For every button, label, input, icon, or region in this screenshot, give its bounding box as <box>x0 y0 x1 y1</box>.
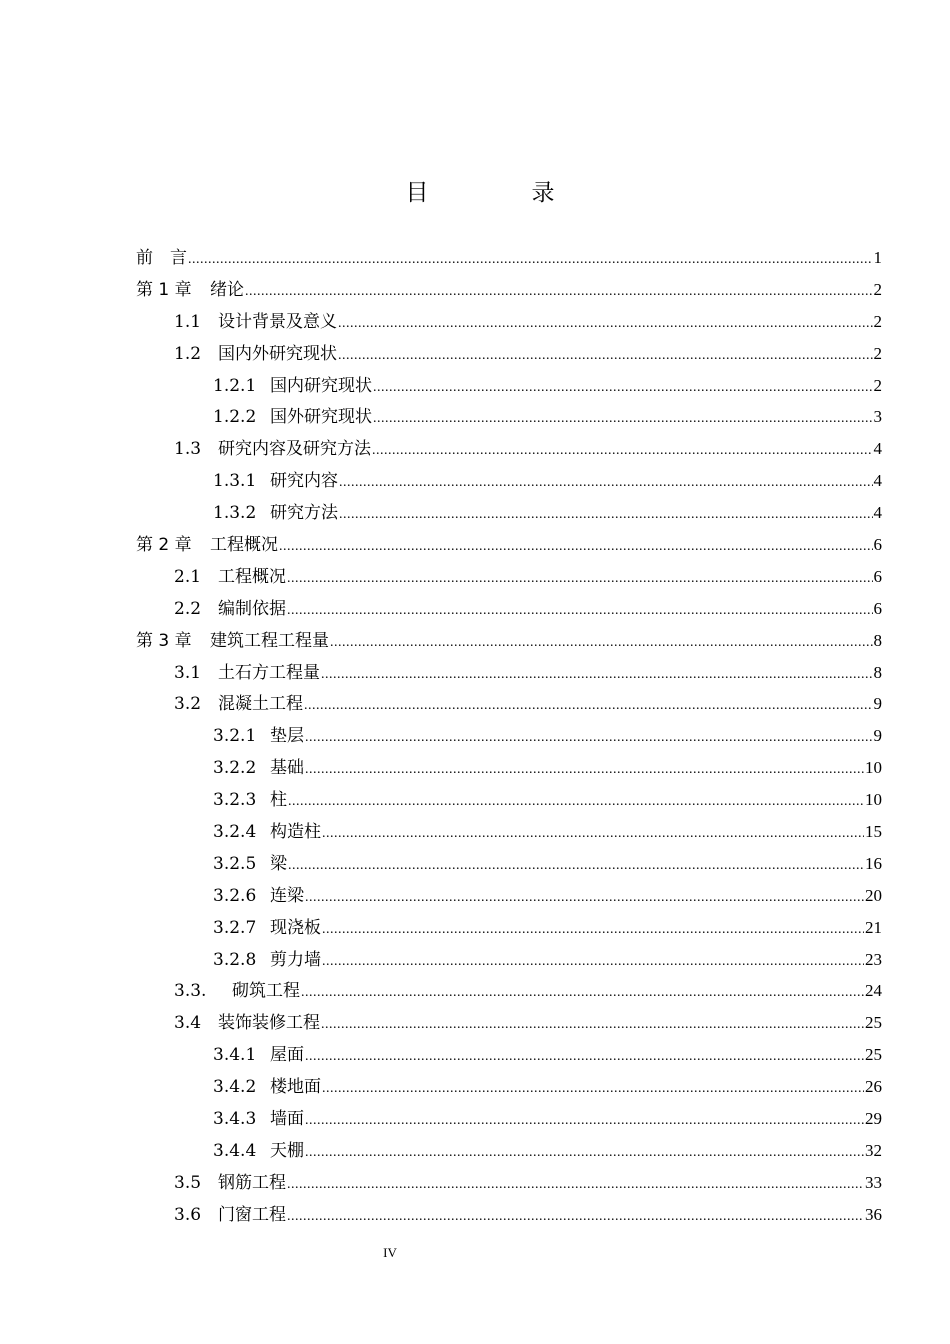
toc-entry-label: 编制依据 <box>218 598 286 619</box>
toc-entry-number: 3.2.2 <box>213 758 257 779</box>
toc-entry-number: 第 1 章 <box>136 279 192 300</box>
toc-entry-label: 楼地面 <box>270 1077 321 1098</box>
toc-entry-number: 3.2.1 <box>213 726 257 747</box>
toc-entry-label: 土石方工程量 <box>218 662 320 683</box>
toc-entry-page: 8 <box>873 630 882 650</box>
toc-dot-leader <box>287 1201 864 1233</box>
toc-entry-label: 天棚 <box>270 1140 304 1161</box>
toc-dot-leader <box>279 531 873 563</box>
toc-entry[interactable] <box>136 274 882 306</box>
page-title: 目 录 <box>405 180 595 206</box>
toc-entry[interactable] <box>136 242 882 274</box>
toc-entry[interactable] <box>136 1007 882 1039</box>
toc-entry[interactable] <box>136 688 882 720</box>
toc-entry-number: 1.1 <box>174 311 202 332</box>
toc-entry-label: 钢筋工程 <box>218 1172 286 1193</box>
toc-entry-page: 21 <box>865 917 882 937</box>
toc-dot-leader <box>321 659 873 691</box>
toc-entry-page: 1 <box>873 248 882 267</box>
toc-entry[interactable] <box>136 784 882 816</box>
toc-entry-number: 1.3 <box>174 439 202 460</box>
toc-entry[interactable] <box>136 306 882 338</box>
toc-entry-number: 3.5 <box>174 1172 202 1193</box>
toc-entry-page: 29 <box>865 1109 882 1129</box>
toc-entry-number: 3.2.3 <box>213 790 257 811</box>
toc-entry[interactable] <box>136 401 882 433</box>
toc-entry-page: 15 <box>865 822 882 842</box>
toc-entry[interactable] <box>136 1103 882 1135</box>
toc-entry-number: 3.2.5 <box>213 853 257 874</box>
toc-dot-leader <box>330 627 873 659</box>
toc-entry-number: 1.2.2 <box>213 407 257 428</box>
toc-entry[interactable] <box>136 816 882 848</box>
toc-entry-number: 3.2.7 <box>213 917 257 938</box>
toc-dot-leader <box>304 690 873 722</box>
toc-dot-leader <box>305 1137 864 1169</box>
toc-entry-label: 研究内容及研究方法 <box>218 439 371 460</box>
table-of-contents <box>136 242 882 1231</box>
toc-entry-label: 国外研究现状 <box>270 407 372 428</box>
toc-dot-leader <box>322 818 864 850</box>
toc-entry-page: 32 <box>865 1140 882 1160</box>
toc-entry-label: 垫层 <box>270 726 304 747</box>
toc-entry-number: 3.2 <box>174 694 202 715</box>
toc-entry-label: 研究内容 <box>270 471 338 492</box>
toc-entry-page: 23 <box>865 949 882 969</box>
toc-entry[interactable] <box>136 1071 882 1103</box>
toc-entry-number: 1.3.1 <box>213 471 257 492</box>
page-number: IV <box>383 1245 397 1260</box>
toc-dot-leader <box>339 499 873 531</box>
toc-entry-page: 25 <box>865 1045 882 1065</box>
toc-dot-leader <box>339 467 873 499</box>
toc-entry-label: 梁 <box>270 853 287 874</box>
toc-entry[interactable] <box>136 975 882 1007</box>
toc-entry-label: 屋面 <box>270 1045 304 1066</box>
toc-entry[interactable] <box>136 944 882 976</box>
toc-entry[interactable] <box>136 593 882 625</box>
toc-entry-page: 9 <box>873 694 882 714</box>
toc-dot-leader <box>322 946 864 978</box>
toc-dot-leader <box>287 1169 864 1201</box>
toc-entry-label: 研究方法 <box>270 503 338 524</box>
toc-entry[interactable] <box>136 1199 882 1231</box>
toc-entry-page: 2 <box>873 375 882 395</box>
toc-entry-page: 33 <box>865 1172 882 1192</box>
toc-entry-page: 9 <box>873 726 882 746</box>
toc-entry-number: 3.3. <box>174 981 207 1002</box>
toc-entry-number: 1.3.2 <box>213 503 257 524</box>
toc-entry-number: 1.2.1 <box>213 375 257 396</box>
toc-entry[interactable] <box>136 880 882 912</box>
toc-entry-number: 3.4.2 <box>213 1077 257 1098</box>
toc-dot-leader <box>305 754 864 786</box>
toc-dot-leader <box>287 563 873 595</box>
toc-entry-label: 现浇板 <box>270 917 321 938</box>
toc-entry[interactable] <box>136 1135 882 1167</box>
toc-entry[interactable] <box>136 338 882 370</box>
toc-entry[interactable] <box>136 1039 882 1071</box>
toc-entry[interactable] <box>136 465 882 497</box>
toc-dot-leader <box>288 786 864 818</box>
toc-entry-page: 4 <box>873 439 882 459</box>
toc-entry-number: 3.4 <box>174 1013 202 1034</box>
toc-entry-page: 3 <box>873 407 882 427</box>
toc-entry[interactable] <box>136 848 882 880</box>
toc-entry[interactable] <box>136 497 882 529</box>
toc-entry-number: 2.1 <box>174 566 202 587</box>
toc-entry-label: 门窗工程 <box>218 1204 286 1225</box>
toc-entry-label: 国内外研究现状 <box>218 343 337 364</box>
toc-entry-label: 基础 <box>270 758 304 779</box>
toc-dot-leader <box>338 308 873 340</box>
toc-entry-number: 3.4.3 <box>213 1109 257 1130</box>
toc-entry[interactable] <box>136 370 882 402</box>
toc-entry-label: 建筑工程工程量 <box>210 630 329 651</box>
toc-entry-page: 4 <box>873 503 882 523</box>
toc-dot-leader <box>372 435 873 467</box>
toc-entry-number: 第 2 章 <box>136 535 192 556</box>
toc-entry-page: 6 <box>873 598 882 618</box>
toc-entry-page: 6 <box>873 566 882 586</box>
toc-dot-leader <box>373 403 873 435</box>
toc-entry-label: 工程概况 <box>218 566 286 587</box>
toc-entry-page: 8 <box>873 662 882 682</box>
toc-entry-label: 柱 <box>270 790 287 811</box>
toc-entry-number: 3.1 <box>174 662 202 683</box>
toc-entry-label: 墙面 <box>270 1109 304 1130</box>
toc-entry-page: 6 <box>873 535 882 555</box>
toc-entry[interactable] <box>136 657 882 689</box>
toc-dot-leader <box>288 850 864 882</box>
toc-entry-page: 26 <box>865 1077 882 1097</box>
toc-dot-leader <box>301 977 864 1009</box>
toc-dot-leader <box>321 1009 864 1041</box>
toc-entry-page: 2 <box>873 279 882 299</box>
toc-dot-leader <box>322 1073 864 1105</box>
toc-entry-page: 20 <box>865 885 882 905</box>
toc-entry[interactable] <box>136 1167 882 1199</box>
toc-dot-leader <box>305 722 873 754</box>
toc-entry-number: 3.4.1 <box>213 1045 257 1066</box>
toc-entry-label: 国内研究现状 <box>270 375 372 396</box>
toc-dot-leader <box>305 1041 864 1073</box>
toc-dot-leader <box>287 595 873 627</box>
toc-entry-page: 10 <box>865 758 882 778</box>
toc-dot-leader <box>188 244 873 276</box>
toc-entry-page: 4 <box>873 471 882 491</box>
toc-dot-leader <box>305 882 864 914</box>
toc-entry-number: 3.4.4 <box>213 1140 257 1161</box>
toc-dot-leader <box>322 914 864 946</box>
toc-entry-label: 构造柱 <box>270 822 321 843</box>
toc-entry-number: 2.2 <box>174 598 202 619</box>
toc-entry-number: 3.2.4 <box>213 822 257 843</box>
toc-entry-page: 2 <box>873 343 882 363</box>
toc-entry-page: 25 <box>865 1013 882 1033</box>
toc-entry-label: 前 言 <box>136 248 187 268</box>
toc-entry-label: 混凝土工程 <box>218 694 303 715</box>
toc-entry[interactable] <box>136 912 882 944</box>
toc-dot-leader <box>245 276 873 308</box>
toc-dot-leader <box>305 1105 864 1137</box>
toc-entry-number: 3.2.6 <box>213 885 257 906</box>
toc-entry-page: 16 <box>865 853 882 873</box>
toc-entry-number: 3.2.8 <box>213 949 257 970</box>
toc-entry-number: 3.6 <box>174 1204 202 1225</box>
toc-entry-number: 第 3 章 <box>136 630 192 651</box>
toc-entry-label: 工程概况 <box>210 535 278 556</box>
toc-entry-number: 1.2 <box>174 343 202 364</box>
toc-entry-label: 连梁 <box>270 885 304 906</box>
toc-entry-label: 剪力墙 <box>270 949 321 970</box>
toc-entry[interactable] <box>136 561 882 593</box>
toc-entry-label: 装饰装修工程 <box>218 1013 320 1034</box>
toc-entry-page: 36 <box>865 1204 882 1224</box>
toc-dot-leader <box>373 372 873 404</box>
toc-entry[interactable] <box>136 752 882 784</box>
toc-entry-label: 设计背景及意义 <box>218 311 337 332</box>
toc-entry[interactable] <box>136 625 882 657</box>
toc-entry-page: 2 <box>873 311 882 331</box>
toc-entry-page: 10 <box>865 790 882 810</box>
toc-entry-page: 24 <box>865 981 882 1001</box>
toc-entry[interactable] <box>136 433 882 465</box>
toc-dot-leader <box>338 340 873 372</box>
toc-entry-label: 绪论 <box>210 279 244 300</box>
toc-entry-label: 砌筑工程 <box>232 981 300 1002</box>
toc-entry[interactable] <box>136 529 882 561</box>
toc-entry[interactable] <box>136 720 882 752</box>
